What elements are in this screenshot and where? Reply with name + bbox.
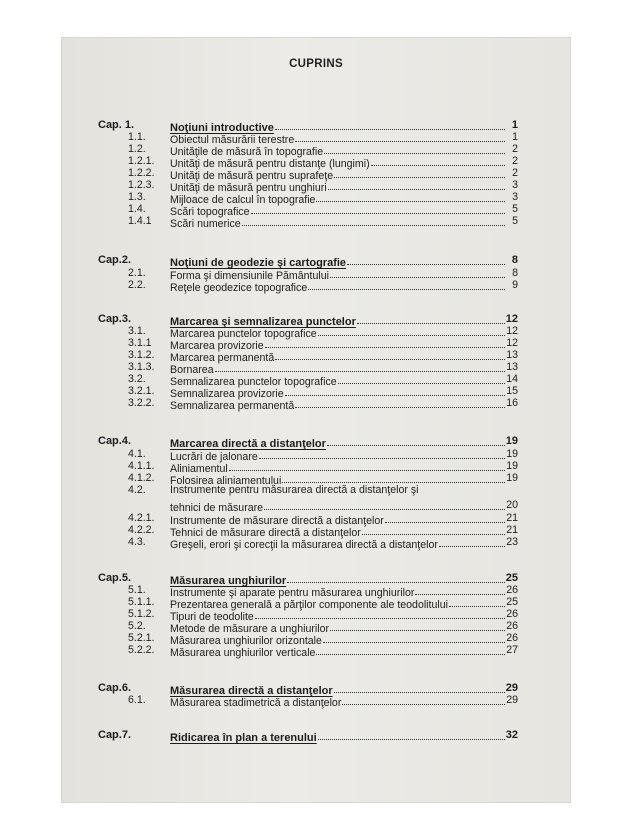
page-number: 29 (505, 682, 518, 694)
entry-title: Instrumente pentru măsurarea directă a distanţelor şi (170, 484, 419, 496)
section-entry (62, 535, 570, 550)
section-title: Instrumente de măsurare directă a distanţelor (170, 515, 384, 527)
section-number: 1.4. (128, 203, 146, 215)
section-title: Unităţi de măsură pentru suprafeţe (170, 170, 334, 182)
page-number: 19 (505, 435, 518, 447)
section-title: Tehnici de măsurare directă a distanţelor (170, 527, 361, 539)
page-number: 2 (512, 155, 518, 167)
dot-leader (282, 470, 505, 483)
section-entry (62, 483, 570, 513)
page-number: 2 (512, 167, 518, 179)
page-number: 32 (505, 729, 518, 741)
section-title: Măsurarea unghiurilor verticale (170, 647, 316, 659)
chapter-title: Marcarea şi semnalizarea punctelor (170, 316, 356, 328)
dot-leader (242, 213, 505, 226)
book-page (62, 38, 570, 802)
section-title: Lucrări de jalonare (170, 451, 258, 463)
section-number: 1.2.2. (128, 167, 155, 179)
section-number: 3.2.2. (128, 397, 155, 409)
section-title: Marcarea punctelor topografice (170, 328, 317, 340)
page-number: 5 (512, 215, 518, 227)
page-number: 25 (506, 596, 518, 608)
dot-leader (327, 433, 505, 446)
page-number: 3 (512, 191, 518, 203)
section-title: Unităţi de măsură pentru distanţe (lungimi) (170, 158, 370, 170)
chapter-number: Cap.5. (98, 572, 132, 584)
page-number: 25 (505, 572, 518, 584)
chapter-number: Cap. 1. (98, 119, 135, 131)
dot-leader (295, 395, 505, 408)
section-number: 6.1. (128, 694, 146, 706)
section-title: Mijloace de calcul în topografie (170, 194, 316, 206)
section-number: 4.1. (128, 448, 146, 460)
chapter-number: Cap.6. (98, 682, 132, 694)
section-number: 5.2. (128, 620, 146, 632)
section-title: Unităţile de măsură în topografie (170, 146, 324, 158)
section-title: Semnalizarea punctelor topografice (170, 376, 337, 388)
dot-leader (347, 252, 505, 265)
page-number: 27 (506, 644, 518, 656)
page-number: 12 (506, 337, 518, 349)
section-number: 3.2.1. (128, 385, 155, 397)
dot-leader (318, 727, 505, 740)
section-title: Tipuri de teodolite (170, 611, 254, 623)
section-number: 2.1. (128, 267, 146, 279)
page-number: 19 (506, 472, 518, 484)
section-entry (62, 643, 570, 658)
section-number: 1.4.1 (128, 215, 152, 227)
page-number: 21 (506, 512, 518, 524)
page-number: 21 (506, 524, 518, 536)
chapter-title: Ridicarea în plan a terenului (170, 732, 317, 744)
section-entry (62, 693, 570, 708)
page-number: 12 (506, 325, 518, 337)
page-title: CUPRINS (289, 58, 343, 70)
section-number: 1.2. (128, 143, 146, 155)
chapter-title: Noţiuni de geodezie şi cartografie (170, 257, 347, 269)
page-number: 19 (506, 460, 518, 472)
page-number: 26 (506, 608, 518, 620)
section-number: 1.2.1. (128, 155, 155, 167)
section-title: Măsurarea unghiurilor orizontale (170, 635, 322, 647)
section-number: 4.2.1. (128, 512, 155, 524)
page-number: 13 (506, 361, 518, 373)
page-number: 9 (512, 279, 518, 291)
section-number: 3.2. (128, 373, 146, 385)
section-title: Greşeli, erori şi corecţii la măsurarea directă a distanţelor (170, 539, 438, 551)
section-title: Marcarea provizorie (170, 340, 264, 352)
section-title: Unităţi de măsură pentru unghiuri (170, 182, 327, 194)
chapter-title: Măsurarea directă a distanţelor (170, 685, 333, 697)
page-number: 3 (512, 179, 518, 191)
section-number: 4.2. (128, 484, 146, 496)
section-title: Semnalizarea permanentă (170, 400, 295, 412)
section-title: Prezentarea generală a părţilor componente ale teodolitului (170, 599, 448, 611)
page-number: 12 (505, 313, 518, 325)
section-entry (62, 214, 570, 229)
page-number: 5 (512, 203, 518, 215)
page-number: 2 (512, 143, 518, 155)
section-number: 5.1.2. (128, 608, 155, 620)
section-entry (62, 278, 570, 293)
section-title: Măsurarea stadimetrică a distanţelor (170, 697, 342, 709)
section-number: 3.1.2. (128, 349, 155, 361)
dot-leader (308, 277, 505, 290)
page-number: 26 (506, 584, 518, 596)
page-number: 13 (506, 349, 518, 361)
page-number: 15 (506, 385, 518, 397)
page-number: 8 (512, 267, 518, 279)
entry-title-continued: tehnici de măsurare (170, 502, 264, 514)
chapter-entry (62, 728, 570, 743)
section-number: 4.1.2. (128, 472, 155, 484)
chapter-title: Noţiuni introductive (170, 122, 274, 134)
section-number: 3.1.1 (128, 337, 152, 349)
page-number: 1 (512, 131, 518, 143)
chapter-number: Cap.4. (98, 435, 132, 447)
section-title: Forma şi dimensiunile Pământului (170, 270, 329, 282)
dot-leader (342, 692, 505, 705)
section-number: 3.1. (128, 325, 146, 337)
section-number: 4.2.2. (128, 524, 155, 536)
section-number: 3.1.3. (128, 361, 155, 373)
section-title: Aliniamentul (170, 463, 228, 475)
section-number: 5.1.1. (128, 596, 155, 608)
page-number: 19 (506, 448, 518, 460)
section-title: Reţele geodezice topografice (170, 282, 308, 294)
chapter-number: Cap.3. (98, 313, 132, 325)
section-title: Obiectul măsurării terestre (170, 134, 295, 146)
chapter-title: Marcarea directă a distanţelor (170, 438, 326, 450)
page-number: 1 (511, 119, 518, 131)
page-number: 20 (506, 499, 518, 511)
section-number: 4.3. (128, 536, 146, 548)
page-number: 23 (506, 536, 518, 548)
section-number: 5.1. (128, 584, 146, 596)
dot-leader (264, 497, 505, 510)
section-number: 1.1. (128, 131, 146, 143)
chapter-number: Cap.2. (98, 254, 132, 266)
page-number: 8 (511, 254, 518, 266)
section-number: 5.2.1. (128, 632, 155, 644)
page-number: 26 (506, 632, 518, 644)
section-title: Folosirea aliniamentului (170, 475, 282, 487)
page-number: 26 (506, 620, 518, 632)
page-number: 29 (506, 694, 518, 706)
section-title: Metode de măsurare a unghiurilor (170, 623, 329, 635)
dot-leader (316, 642, 505, 655)
chapter-title: Măsurarea unghiurilor (170, 575, 287, 587)
section-title: Scări topografice (170, 206, 250, 218)
section-title: Scări numerice (170, 218, 241, 230)
section-title: Instrumente şi aparate pentru măsurarea unghiurilor (170, 587, 415, 599)
section-number: 5.2.2. (128, 644, 155, 656)
section-title: Semnalizarea provizorie (170, 388, 284, 400)
section-number: 1.2.3. (128, 179, 155, 191)
page-number: 14 (506, 373, 518, 385)
section-entry (62, 396, 570, 411)
section-title: Marcarea permanentă (170, 352, 275, 364)
section-number: 2.2. (128, 279, 146, 291)
section-number: 4.1.1. (128, 460, 155, 472)
chapter-number: Cap.7. (98, 729, 132, 741)
section-title: Bornarea (170, 364, 214, 376)
section-number: 1.3. (128, 191, 146, 203)
page-number: 16 (506, 397, 518, 409)
